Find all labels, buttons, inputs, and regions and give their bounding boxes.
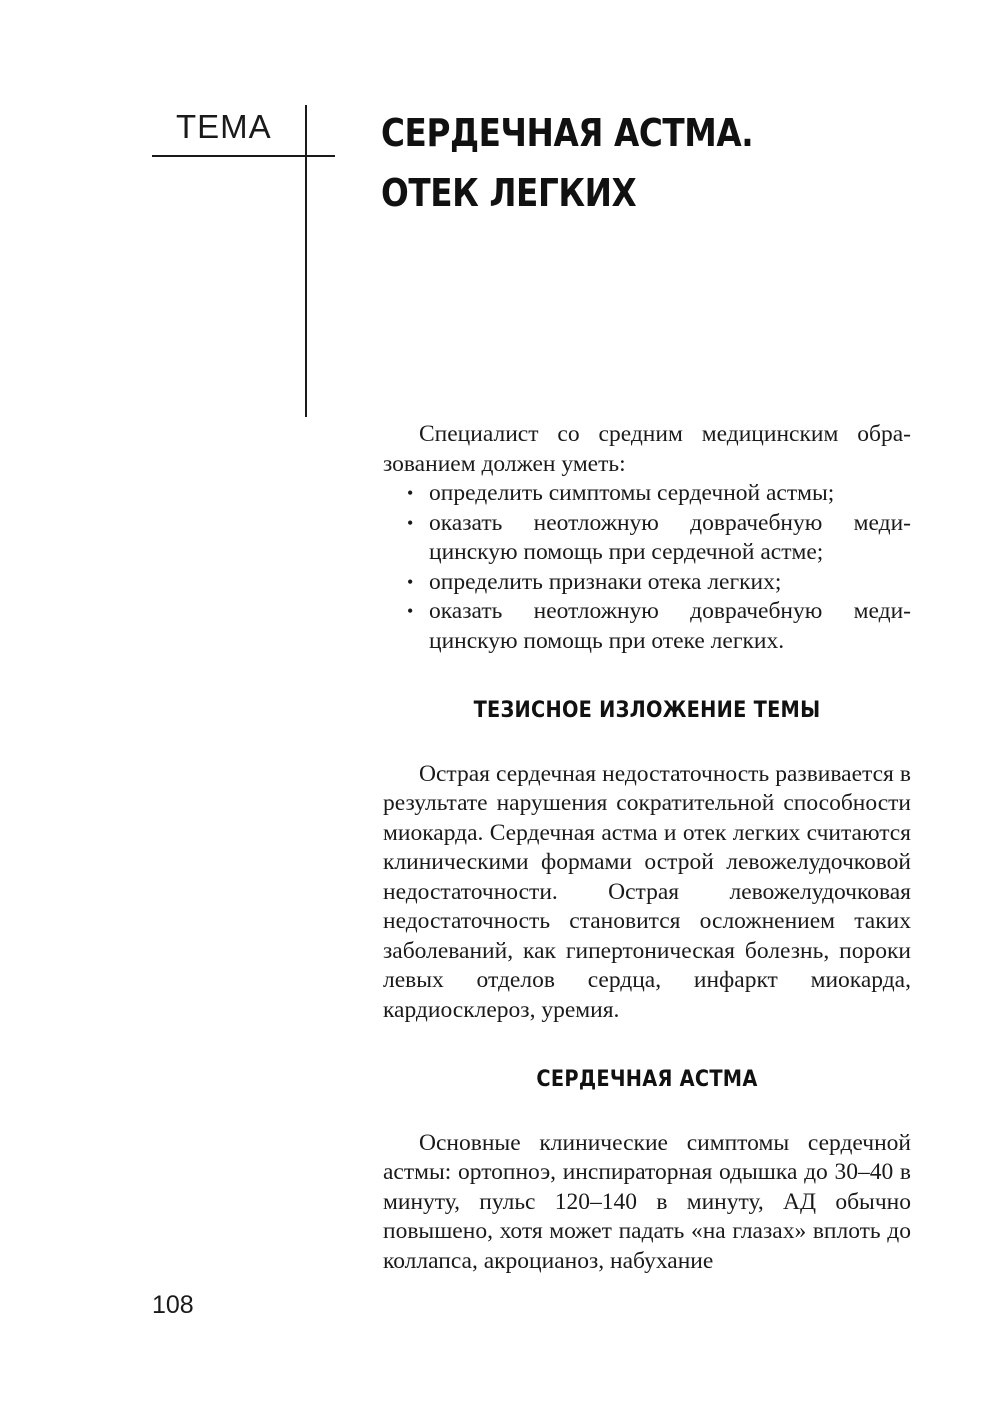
page-number: 108 [152,1291,194,1319]
main-content [383,420,911,1276]
skills-list-item: • определить признаки отека легких; [429,568,911,598]
header-horizontal-rule [152,155,335,157]
header-vertical-rule [305,105,307,417]
section-heading-cardiac-asthma: СЕРДЕЧНАЯ АСТМА [536,1067,758,1092]
skills-list [383,479,911,656]
intro-paragraph: Специалист со средним медицинским образованием должен уметь: [383,421,911,477]
skills-list-item: • оказать неотложную доврачебную медицинскую помощь при отеке легких. [429,597,911,656]
skills-list-item: • определить симптомы сердечной астмы; [429,479,911,509]
section-heading-theses: ТЕЗИСНОЕ ИЗЛОЖЕНИЕ ТЕМЫ [473,698,821,723]
chapter-title-line-1: СЕРДЕЧНАЯ АСТМА. [381,111,754,155]
chapter-title [381,103,863,223]
theses-paragraph: Острая сердечная недостаточность развивается в результате нарушения сократительной способности миокарда. Сердечная астма и отек легких считаются клиническими формами острой левожелудочковой недостаточности. Острая левожелудочковая недостаточность становится осложнением таких заболеваний, как гипертоническая болезнь, пороки левых отделов сердца, инфаркт миокарда, кардиосклероз, уремия. [383,760,911,1023]
chapter-title-line-2: ОТЕК ЛЕГКИХ [381,171,637,215]
cardiac-asthma-paragraph: Основные клинические симптомы сердечной астмы: ортопноэ, инспираторная одышка до 30–40 в минуту, пульс 120–140 в минуту, АД обычно повышено, хотя может падать «на глазах» вплоть до коллапса, акроцианоз, набухание [383,1129,911,1274]
tema-label: ТЕМА [176,108,272,145]
skills-list-item: • оказать неотложную доврачебную медицинскую помощь при сердечной астме; [429,509,911,568]
